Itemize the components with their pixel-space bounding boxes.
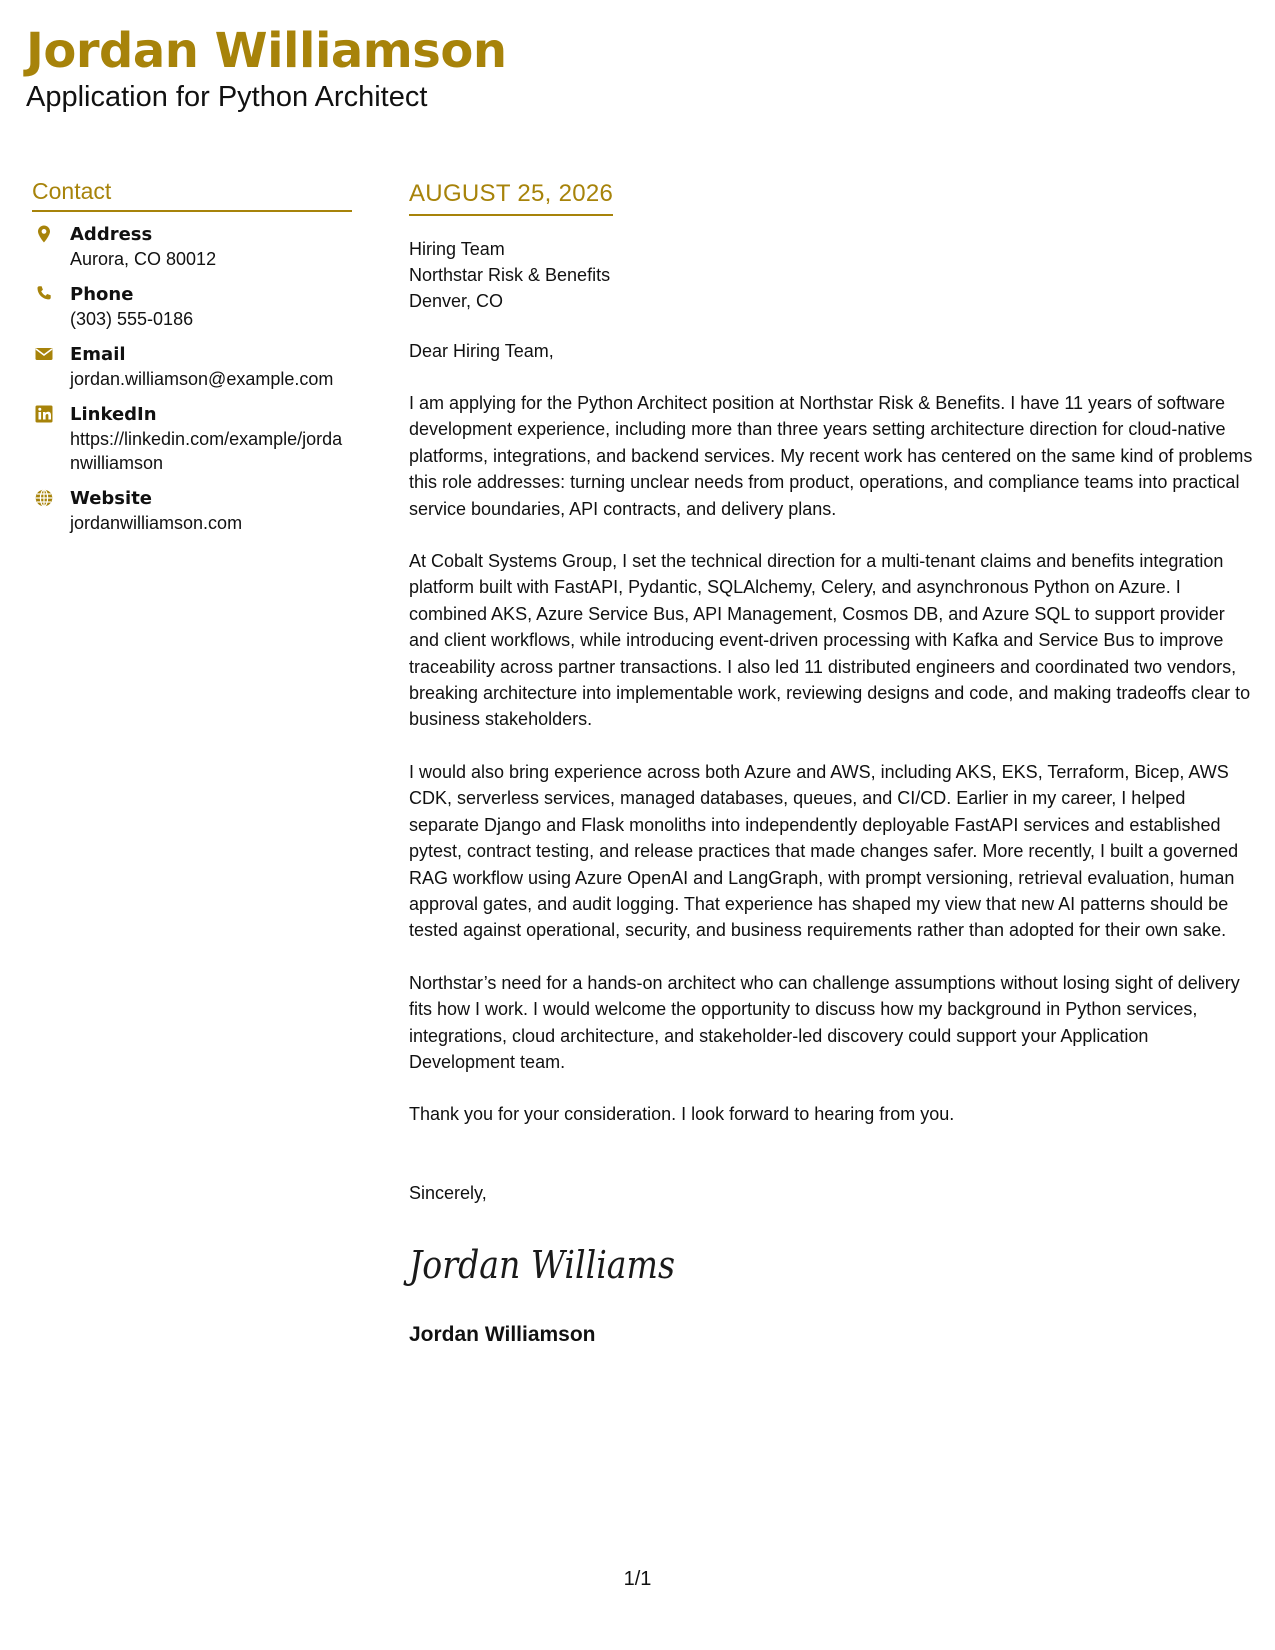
contact-email [32, 342, 352, 391]
contact-sidebar [32, 176, 352, 546]
email-label: Email [70, 344, 126, 365]
body-paragraph: At Cobalt Systems Group, I set the technical direction for a multi-tenant claims and benefits integration platform built with FastAPI, Pydantic, SQLAlchemy, Celery, and asynchronous Python on Azure. I combined AKS, Azure Service Bus, API Management, Cosmos DB, and Azure SQL to support provider and client workflows, while introducing event-driven processing with Kafka and Service Bus to improve traceability across partner transactions. I also led 11 distributed engineers and coordinated two vendors, breaking architecture into implementable work, reviewing designs and code, and making tradeoffs clear to business stakeholders. [409, 551, 1251, 730]
address-label: Address [70, 224, 153, 245]
contact-website [32, 486, 352, 535]
phone-value: (303) 555-0186 [70, 309, 194, 329]
phone-icon [34, 284, 54, 304]
body-paragraph: Northstar’s need for a hands-on architect who can challenge assumptions without losing sight of delivery fits how I work. I would welcome the opportunity to discuss how my background in Python services, integrations, cloud architecture, and stakeholder-led discovery could support your Application Development team. [409, 972, 1240, 1072]
letter-header [26, 22, 926, 114]
application-subtitle: Application for Python Architect [26, 81, 428, 113]
signed-name: Jordan Williamson [409, 1322, 596, 1346]
email-value: jordan.williamson@example.com [70, 369, 334, 389]
linkedin-icon [34, 404, 54, 424]
linkedin-value[interactable]: https://linkedin.com/example/jordanwilliamson [70, 429, 343, 473]
recipient-line: Hiring Team [409, 239, 505, 259]
address-value: Aurora, CO 80012 [70, 249, 217, 269]
contact-phone [32, 282, 352, 331]
website-label: Website [70, 488, 153, 509]
letter-body [402, 178, 1254, 1349]
contact-heading: Contact [32, 176, 352, 212]
recipient-line: Denver, CO [409, 291, 504, 311]
salutation: Dear Hiring Team, [409, 341, 554, 361]
website-value[interactable]: jordanwilliamson.com [70, 513, 243, 533]
recipient-line: Northstar Risk & Benefits [409, 265, 611, 285]
recipient-block [409, 236, 1254, 314]
linkedin-label: LinkedIn [70, 404, 157, 425]
contact-linkedin [32, 402, 352, 475]
body-paragraph: Thank you for your consideration. I look forward to hearing from you. [409, 1104, 955, 1125]
signature-text: Jordan Williams [402, 1242, 675, 1287]
page-number: 1/1 [623, 1568, 652, 1590]
contact-address [32, 222, 352, 271]
signature-image [402, 1234, 679, 1294]
envelope-icon [34, 344, 54, 364]
globe-icon [34, 488, 54, 508]
contact-list [32, 222, 352, 535]
map-pin-icon [34, 224, 54, 244]
applicant-name: Jordan Williamson [26, 23, 507, 79]
letter-date: AUGUST 25, 2026 [409, 178, 613, 216]
phone-label: Phone [70, 284, 134, 305]
closing: Sincerely, [409, 1182, 487, 1203]
body-paragraph: I am applying for the Python Architect position at Northstar Risk & Benefits. I have 11 years of software development experience, including more than three years setting architecture direction for cloud-native platforms, integrations, and backend services. My recent work has centered on the same kind of problems this role addresses: turning unclear needs from product, operations, and compliance teams into practical service boundaries, API contracts, and delivery plans. [409, 393, 1253, 519]
body-paragraph: I would also bring experience across both Azure and AWS, including AKS, EKS, Terraform, Bicep, AWS CDK, serverless services, managed databases, queues, and CI/CD. Earlier in my career, I helped separate Django and Flask monoliths into independently deployable FastAPI services and established pytest, contract testing, and release practices that made changes safer. More recently, I built a governed RAG workflow using Azure OpenAI and LangGraph, with prompt versioning, retrieval evaluation, human approval gates, and audit logging. That experience has shaped my view that new AI patterns should be tested against operational, security, and business requirements rather than adopted for their own sake. [409, 761, 1239, 941]
